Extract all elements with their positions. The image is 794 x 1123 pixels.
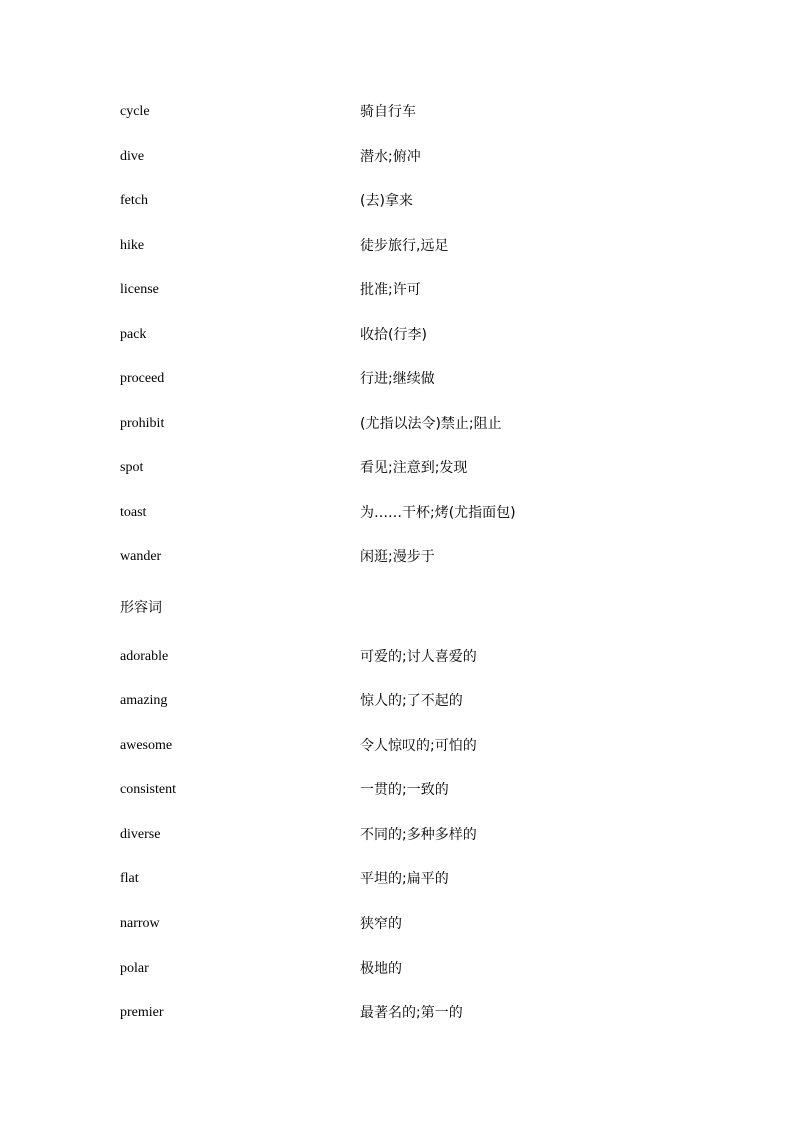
chinese-meaning: 看见;注意到;发现 <box>360 460 468 476</box>
vocab-row <box>0 234 794 258</box>
chinese-meaning: 批准;许可 <box>360 282 421 298</box>
english-word: proceed <box>120 371 165 386</box>
english-word: spot <box>120 460 144 475</box>
vocab-row <box>0 912 794 936</box>
vocab-row <box>0 645 794 669</box>
vocab-row <box>0 1001 794 1025</box>
chinese-meaning: 狭窄的 <box>360 916 402 932</box>
chinese-meaning: 骑自行车 <box>360 104 416 120</box>
english-word: license <box>120 282 159 297</box>
chinese-meaning: 极地的 <box>360 961 402 977</box>
section-heading-adjectives: 形容词 <box>120 600 162 616</box>
chinese-meaning: 一贯的;一致的 <box>360 782 449 798</box>
vocab-row <box>0 145 794 169</box>
english-word: toast <box>120 505 147 520</box>
chinese-meaning: (尤指以法令)禁止;阻止 <box>360 416 502 432</box>
chinese-meaning: (去)拿来 <box>360 193 413 209</box>
english-word: cycle <box>120 104 150 119</box>
chinese-meaning: 行进;继续做 <box>360 371 435 387</box>
english-word: pack <box>120 327 147 342</box>
chinese-meaning: 惊人的;了不起的 <box>360 693 463 709</box>
vocab-row <box>0 456 794 480</box>
chinese-meaning: 可爱的;讨人喜爱的 <box>360 649 477 665</box>
vocab-row <box>0 367 794 391</box>
english-word: narrow <box>120 916 160 931</box>
english-word: prohibit <box>120 416 165 431</box>
chinese-meaning: 潜水;俯冲 <box>360 149 421 165</box>
vocab-row <box>0 189 794 213</box>
english-word: amazing <box>120 693 168 708</box>
chinese-meaning: 徒步旅行,远足 <box>360 238 449 254</box>
english-word: wander <box>120 549 162 564</box>
english-word: fetch <box>120 193 148 208</box>
vocab-row <box>0 323 794 347</box>
vocab-row <box>0 278 794 302</box>
vocab-row <box>0 412 794 436</box>
vocab-row <box>0 957 794 981</box>
english-word: diverse <box>120 827 161 842</box>
chinese-meaning: 收拾(行李) <box>360 327 427 343</box>
english-word: dive <box>120 149 145 164</box>
vocab-row <box>0 545 794 569</box>
vocab-row <box>0 823 794 847</box>
english-word: premier <box>120 1005 164 1020</box>
vocab-row <box>0 867 794 891</box>
english-word: flat <box>120 871 139 886</box>
chinese-meaning: 闲逛;漫步于 <box>360 549 435 565</box>
vocab-row <box>0 501 794 525</box>
vocab-row <box>0 100 794 124</box>
english-word: awesome <box>120 738 173 753</box>
vocab-row <box>0 778 794 802</box>
chinese-meaning: 最著名的;第一的 <box>360 1005 463 1021</box>
english-word: polar <box>120 961 149 976</box>
chinese-meaning: 为……干杯;烤(尤指面包) <box>360 505 516 521</box>
english-word: hike <box>120 238 145 253</box>
chinese-meaning: 令人惊叹的;可怕的 <box>360 738 477 754</box>
vocab-row <box>0 689 794 713</box>
chinese-meaning: 不同的;多种多样的 <box>360 827 477 843</box>
vocab-row <box>0 734 794 758</box>
english-word: adorable <box>120 649 169 664</box>
english-word: consistent <box>120 782 176 797</box>
chinese-meaning: 平坦的;扁平的 <box>360 871 449 887</box>
